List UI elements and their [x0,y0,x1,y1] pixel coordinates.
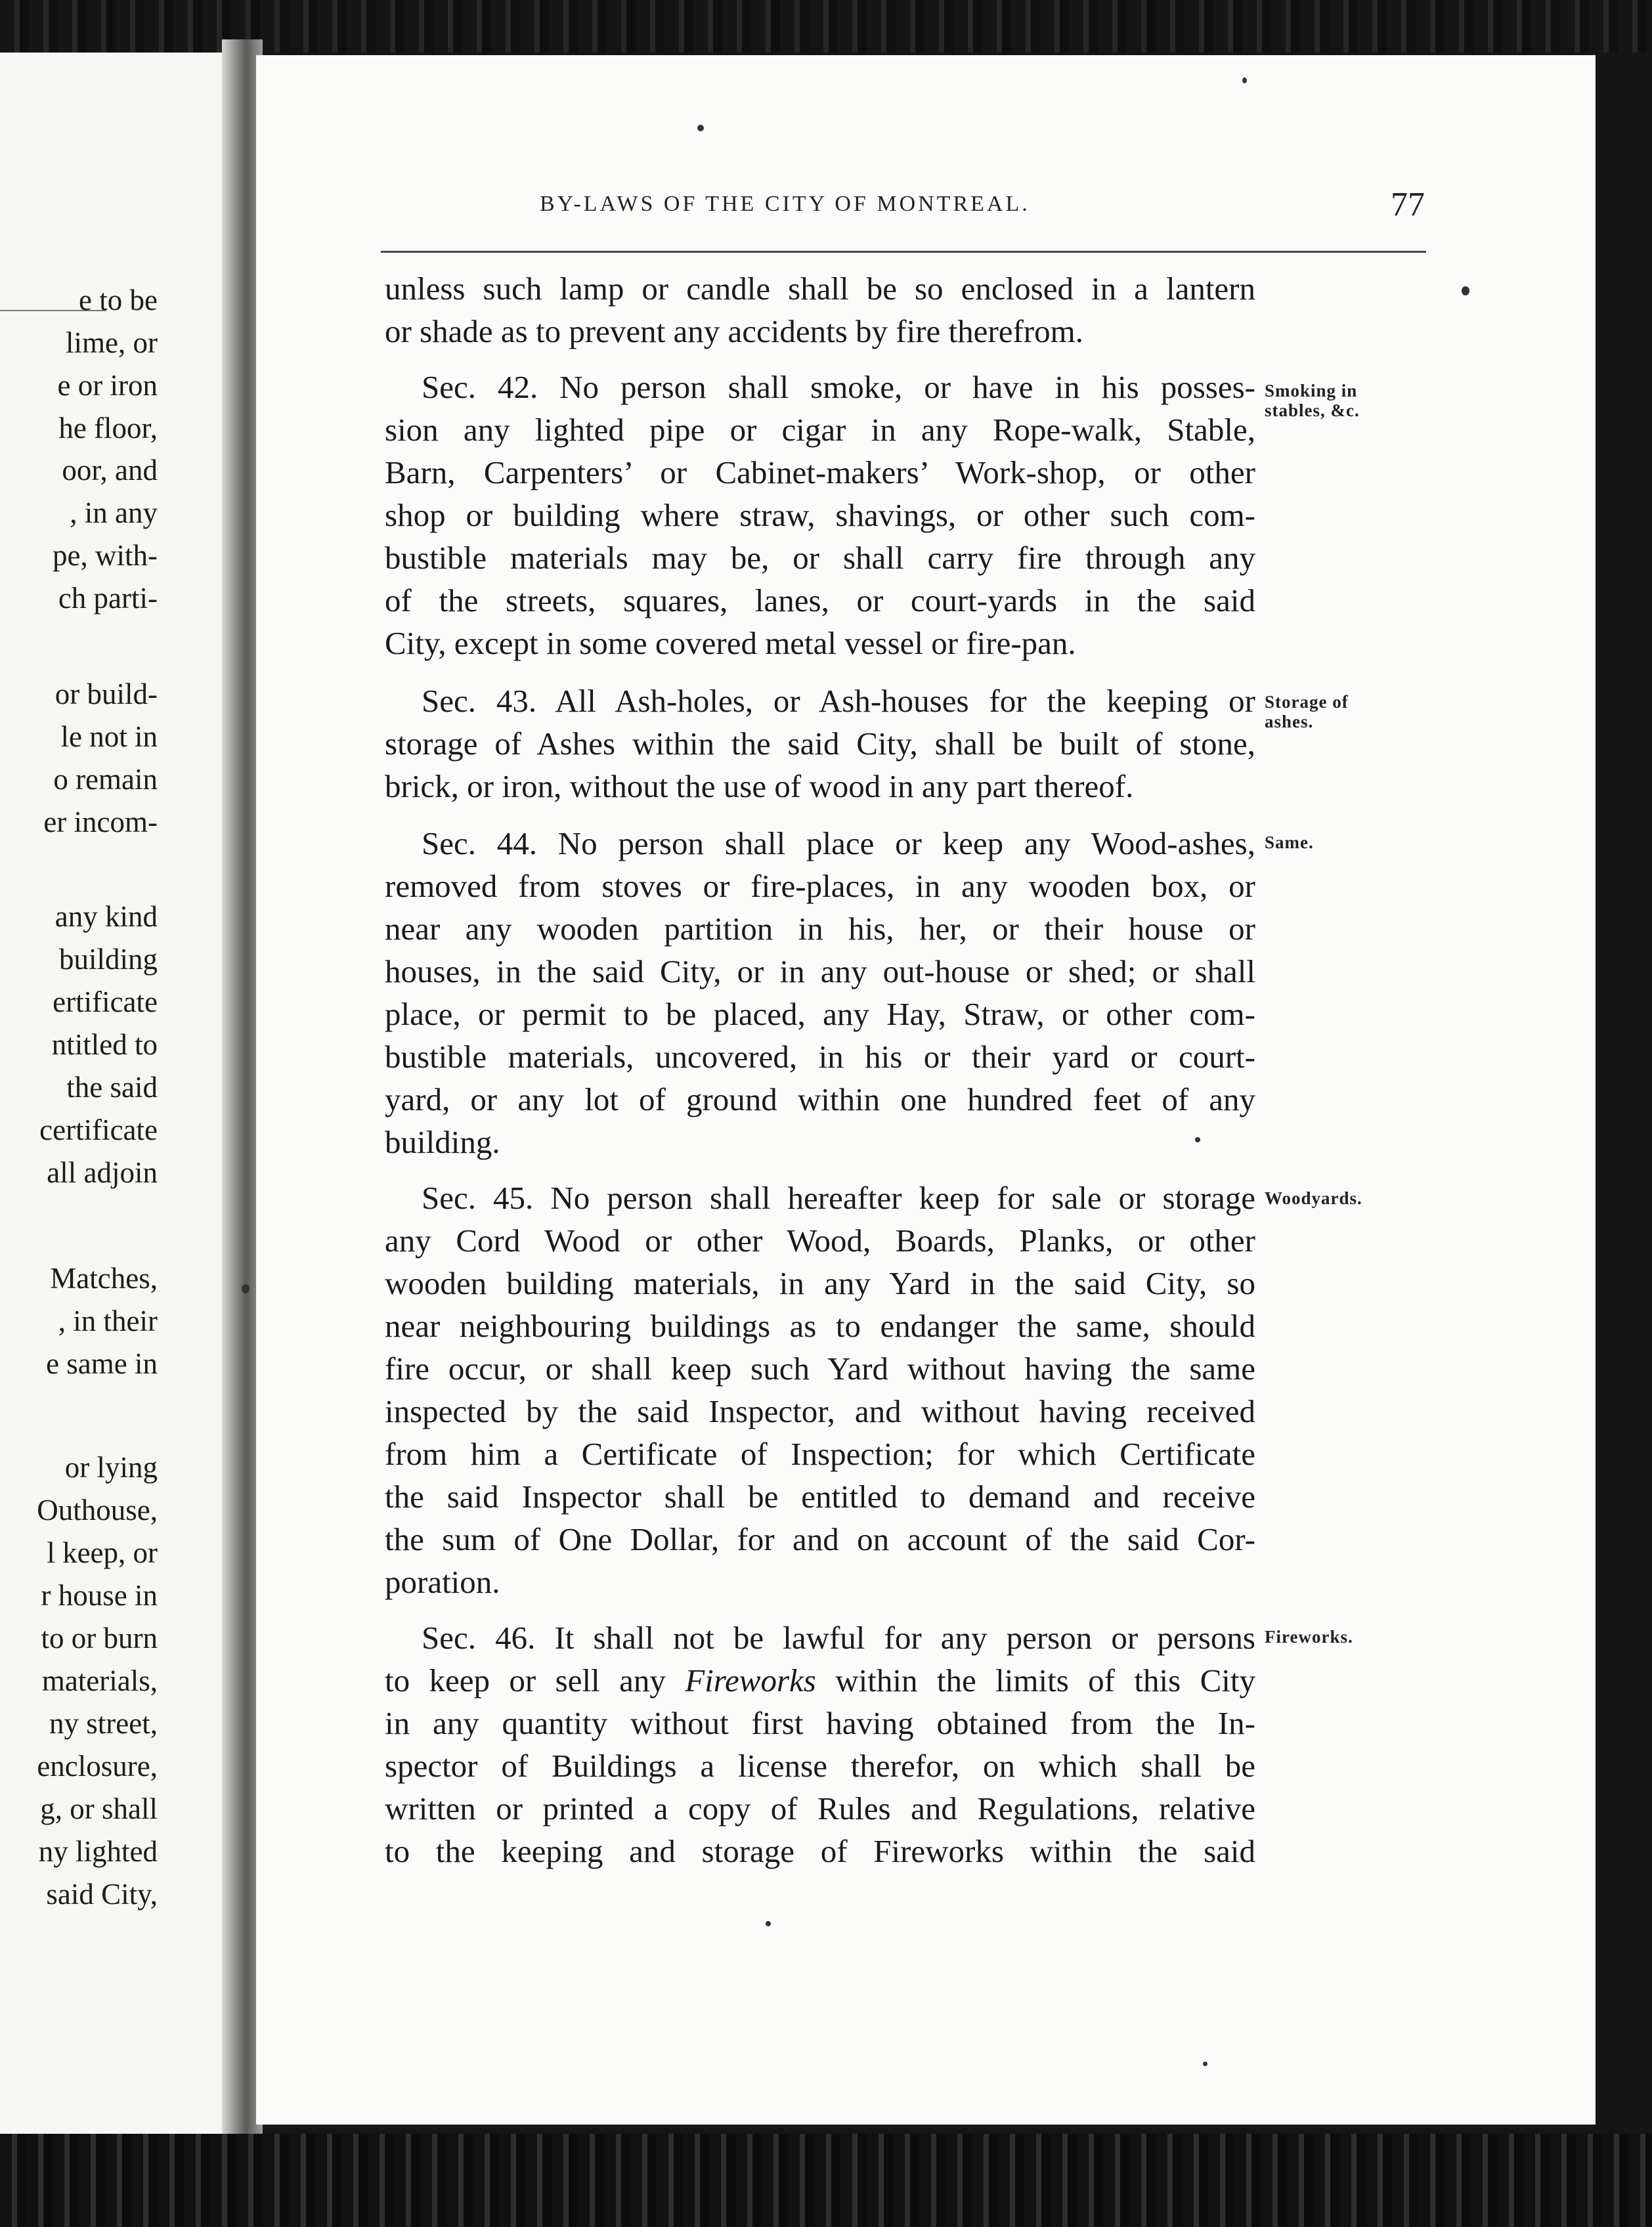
body-line: to the keeping and storage of Fireworks within the said [385,1833,1255,1869]
ink-speck [242,1284,250,1293]
body-line: spector of Buildings a license therefor, on which shall be [385,1748,1255,1784]
body-line: shop or building where straw, shavings, or other such com- [385,497,1255,533]
side-note-same: Same. [1265,832,1314,852]
body-line: building. [385,1124,500,1160]
body-line: place, or permit to be placed, any Hay, Straw, or other com- [385,996,1255,1032]
left-fragment: he floor, [58,412,158,444]
body-line: fire occur, or shall keep such Yard without having the same [385,1351,1255,1387]
body-line: removed from stoves or fire-places, in any wooden box, or [385,868,1255,904]
left-fragment: ertificate [53,985,158,1018]
left-fragment: , in any [70,496,158,529]
body-line: or shade as to prevent any accidents by fire therefrom. [385,313,1083,349]
left-fragment: lime, or [66,326,158,359]
ink-speck [1242,77,1247,83]
left-fragment: e same in [46,1347,158,1380]
left-page [0,53,231,2134]
body-line: City, except in some covered metal vessel or fire-pan. [385,625,1076,661]
side-note-fireworks: Fireworks. [1265,1627,1353,1647]
left-fragment: e to be [79,284,158,316]
body-line: yard, or any lot of ground within one hundred feet of any [385,1081,1255,1117]
left-fragment: er incom- [43,806,158,838]
ink-speck [766,1921,771,1926]
section-46-start: Sec. 46. It shall not be lawful for any person or persons [422,1620,1255,1656]
scan-bottom-border [0,2134,1652,2227]
body-line: houses, in the said City, or in any out-house or shed; or shall [385,953,1255,989]
ink-speck [697,125,704,131]
left-fragment: ny lighted [38,1835,158,1868]
body-line-with-italic [385,1662,1255,1699]
left-fragment: ch parti- [58,582,158,615]
side-note-storage: Storage of ashes. [1265,692,1349,731]
body-line: Barn, Carpenters’ or Cabinet-makers’ Work-shop, or other [385,454,1255,490]
page-number: 77 [1391,186,1425,223]
left-fragment: le not in [60,720,158,753]
left-fragment: , in their [58,1305,158,1337]
left-fragment: r house in [41,1579,158,1612]
section-45-start: Sec. 45. No person shall hereafter keep for sale or storage [422,1180,1255,1216]
body-line: wooden building materials, in any Yard in the said City, so [385,1265,1255,1301]
body-line: bustible materials, uncovered, in his or their yard or court- [385,1039,1255,1075]
section-44-start: Sec. 44. No person shall place or keep any Wood-ashes, [422,825,1255,861]
left-fragment: oor, and [62,454,158,486]
section-42-start: Sec. 42. No person shall smoke, or have in his posses- [422,369,1255,405]
body-line: poration. [385,1564,500,1600]
left-fragment: certificate [39,1114,158,1146]
side-note-woodyards: Woodyards. [1265,1188,1362,1208]
body-line: near neighbouring buildings as to endanger the same, should [385,1308,1255,1344]
left-fragment: any kind [54,900,158,933]
left-fragment: or build- [54,678,158,710]
body-line: in any quantity without first having obtained from the In- [385,1705,1255,1741]
body-line: sion any lighted pipe or cigar in any Rope-walk, Stable, [385,412,1255,448]
ink-speck [1195,1137,1200,1142]
running-title: BY-LAWS OF THE CITY OF MONTREAL. [540,192,1030,216]
left-fragment: Matches, [50,1262,158,1295]
body-line: of the streets, squares, lanes, or court-yards in the said [385,582,1255,618]
left-fragment: g, or shall [40,1792,158,1825]
body-line: inspected by the said Inspector, and without having received [385,1393,1255,1429]
left-fragment: said City, [46,1878,158,1911]
left-fragment: l keep, or [47,1536,158,1569]
left-fragment: materials, [41,1664,158,1697]
body-line: brick, or iron, without the use of wood in any part thereof. [385,768,1134,804]
line-text: to keep or sell any [385,1662,685,1698]
left-fragment: all adjoin [47,1156,158,1189]
left-fragment: or lying [64,1451,158,1484]
body-line: from him a Certificate of Inspection; for which Certificate [385,1436,1255,1472]
fireworks-italic: Fireworks [685,1662,816,1698]
left-fragment: ntitled to [51,1028,158,1061]
left-fragment: enclosure, [37,1750,158,1783]
body-line: the sum of One Dollar, for and on account of the said Cor- [385,1521,1255,1557]
body-line: bustible materials may be, or shall carry fire through any [385,540,1255,576]
ink-speck [1203,2062,1207,2066]
body-line: storage of Ashes within the said City, shall be built of stone, [385,725,1255,762]
line-text: within the limits of this City [815,1662,1255,1698]
body-line: any Cord Wood or other Wood, Boards, Planks, or other [385,1222,1255,1259]
body-line: unless such lamp or candle shall be so enclosed in a lantern [385,270,1255,307]
left-fragment: the said [66,1071,158,1104]
left-fragment: e or iron [57,369,158,402]
left-fragment: o remain [53,763,158,796]
ink-speck [1462,286,1469,295]
left-fragment: Outhouse, [37,1494,158,1526]
body-line: near any wooden partition in his, her, or their house or [385,911,1255,947]
body-line: the said Inspector shall be entitled to demand and receive [385,1479,1255,1515]
section-43-start: Sec. 43. All Ash-holes, or Ash-houses for the keeping or [422,683,1255,719]
left-fragment: ny street, [49,1707,158,1740]
left-fragment: pe, with- [53,539,158,572]
side-note-smoking: Smoking in stables, &c. [1265,381,1360,420]
left-fragment: building [58,943,158,976]
left-fragment: to or burn [41,1622,158,1654]
header-rule [381,251,1426,253]
body-line: written or printed a copy of Rules and Regulations, relative [385,1790,1255,1827]
